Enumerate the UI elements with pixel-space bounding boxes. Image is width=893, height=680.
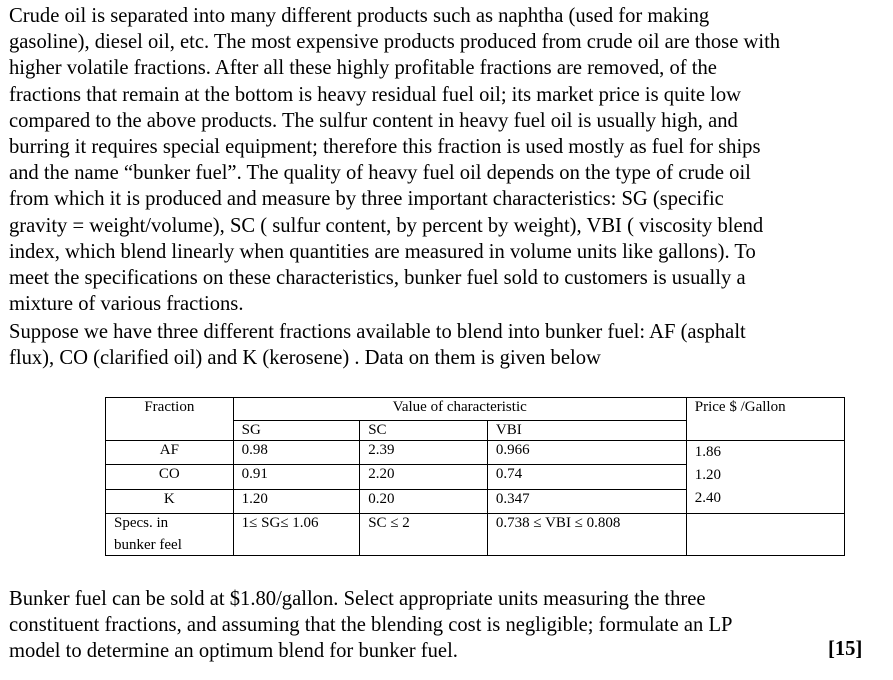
text-line: higher volatile fractions. After all these highly profitable fractions are removed, of the	[9, 57, 717, 80]
text-line: Suppose we have three different fractions available to blend into bunker fuel: AF (asphalt	[9, 321, 746, 343]
setup-paragraph	[9, 319, 879, 371]
text-line: model to determine an optimum blend for bunker fuel.	[9, 640, 458, 663]
price-column	[686, 441, 844, 513]
fraction-data-table	[105, 397, 845, 556]
subheader-sg: SG	[233, 420, 360, 441]
text-line: fractions that remain at the bottom is heavy residual fuel oil; its market price is quite low	[9, 83, 742, 106]
sg-value: 1.20	[233, 489, 360, 513]
task-paragraph	[9, 586, 879, 665]
intro-paragraph	[9, 3, 879, 317]
fraction-name: AF	[106, 441, 234, 465]
spec-sc: SC ≤ 2	[360, 513, 488, 555]
empty-cell	[686, 513, 844, 555]
subheader-vbi: VBI	[487, 420, 686, 441]
header-value-of-characteristic: Value of characteristic	[233, 398, 686, 421]
price-value: 1.86	[694, 444, 722, 461]
fraction-name: CO	[106, 465, 234, 489]
price-value: 2.40	[694, 490, 722, 507]
specs-row	[106, 513, 845, 555]
subheader-sc: SC	[360, 420, 488, 441]
text-line: compared to the above products. The sulfur content in heavy fuel oil is usually high, and	[9, 109, 738, 132]
text-line: meet the specifications on these characteristics, bunker fuel sold to customers is usually a	[9, 267, 746, 290]
specs-label-line: Specs. in	[114, 514, 169, 531]
text-line: gravity = weight/volume), SC ( sulfur content, by percent by weight), VBI ( viscosity blend	[9, 214, 764, 237]
specs-label-line: bunker feel	[114, 536, 182, 553]
empty-cell	[686, 420, 844, 441]
specs-label	[106, 513, 234, 555]
spec-vbi: 0.738 ≤ VBI ≤ 0.808	[487, 513, 686, 555]
table-row	[106, 441, 845, 465]
header-price: Price $ /Gallon	[686, 398, 844, 421]
spec-sg: 1≤ SG≤ 1.06	[233, 513, 360, 555]
table-header-row	[106, 398, 845, 421]
text-line: Bunker fuel can be sold at $1.80/gallon. Select appropriate units measuring the three	[9, 588, 706, 610]
text-line: Crude oil is separated into many different products such as naphtha (used for making	[9, 5, 710, 27]
text-line: flux), CO (clarified oil) and K (kerosene) . Data on them is given below	[9, 347, 601, 370]
sg-value: 0.98	[233, 441, 360, 465]
table-subheader-row	[106, 420, 845, 441]
fraction-name: K	[106, 489, 234, 513]
text-line: from which it is produced and measure by three important characteristics: SG (specific	[9, 188, 724, 211]
text-line: mixture of various fractions.	[9, 293, 244, 316]
sc-value: 2.39	[360, 441, 488, 465]
text-line: and the name “bunker fuel”. The quality of heavy fuel oil depends on the type of crude oil	[9, 162, 751, 185]
text-line: gasoline), diesel oil, etc. The most expensive products produced from crude oil are those with	[9, 31, 781, 54]
sc-value: 2.20	[360, 465, 488, 489]
vbi-value: 0.347	[487, 489, 686, 513]
text-line: constituent fractions, and assuming that the blending cost is negligible; formulate an LP	[9, 614, 733, 637]
sc-value: 0.20	[360, 489, 488, 513]
empty-cell	[106, 420, 234, 441]
vbi-value: 0.74	[487, 465, 686, 489]
price-value: 1.20	[694, 467, 722, 484]
text-line: burring it requires special equipment; therefore this fraction is used mostly as fuel for ships	[9, 136, 761, 159]
text-line: index, which blend linearly when quantities are measured in volume units like gallons). To	[9, 240, 756, 263]
marks-label: [15]	[828, 638, 863, 660]
header-fraction: Fraction	[106, 398, 234, 421]
vbi-value: 0.966	[487, 441, 686, 465]
sg-value: 0.91	[233, 465, 360, 489]
